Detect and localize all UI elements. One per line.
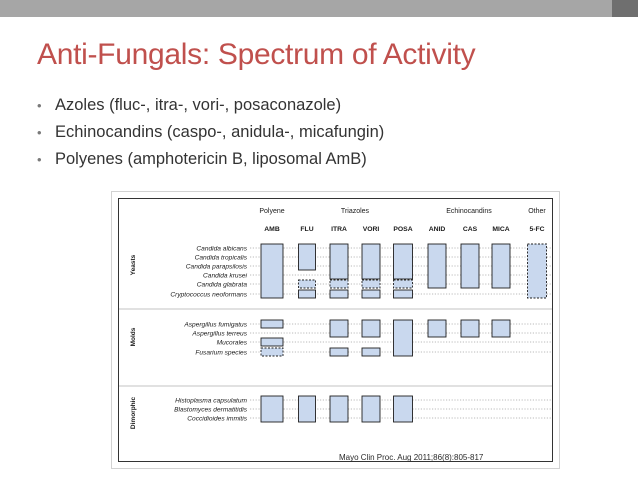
active-activity-bar <box>362 290 380 298</box>
group-header-label: Polyene <box>259 208 285 215</box>
organism-label: Aspergillus fumigatus <box>184 321 247 329</box>
row-group-label: Molds <box>130 327 137 347</box>
organism-label: Candida parapsilosis <box>185 263 247 271</box>
slide-top-bar <box>0 0 638 17</box>
active-activity-bar <box>362 320 380 337</box>
variable-activity-bar <box>299 280 316 288</box>
active-activity-bar <box>330 320 348 337</box>
active-activity-bar <box>330 348 348 356</box>
column-header-label: MICA <box>492 226 510 233</box>
column-header-label: 5-FC <box>529 226 545 233</box>
organism-label: Candida krusei <box>203 272 247 280</box>
bullet-item <box>37 146 384 173</box>
column-header-label: AMB <box>264 226 280 233</box>
organism-label: Candida albicans <box>196 245 247 253</box>
slide-title: Anti-Fungals: Spectrum of Activity <box>37 38 476 71</box>
organism-label: Fusarium species <box>195 349 247 357</box>
active-activity-bar <box>394 290 413 298</box>
antifungal-spectrum-chart <box>111 191 560 469</box>
organism-label: Blastomyces dermatitidis <box>174 406 247 414</box>
bullet-list <box>37 92 384 173</box>
bullet-icon: • <box>37 125 42 140</box>
active-activity-bar <box>330 244 348 279</box>
organism-label: Cryptococcus neoformans <box>170 291 247 299</box>
organism-label: Aspergillus terreus <box>192 330 247 338</box>
bullet-item <box>37 92 384 119</box>
column-header-label: VORI <box>362 226 380 233</box>
active-activity-bar <box>362 348 380 356</box>
active-activity-bar <box>261 244 283 298</box>
group-header-label: Other <box>528 208 546 215</box>
variable-activity-bar <box>261 348 283 356</box>
bullet-item <box>37 119 384 146</box>
active-activity-bar <box>394 244 413 279</box>
column-header-label: CAS <box>462 226 478 233</box>
figure-citation: Mayo Clin Proc. Aug 2011;86(8):805-817 <box>339 453 484 462</box>
active-activity-bar <box>492 244 510 288</box>
column-header-label: ANID <box>428 226 446 233</box>
organism-label: Mucorales <box>216 339 247 347</box>
active-activity-bar <box>428 244 446 288</box>
active-activity-bar <box>394 320 413 356</box>
active-activity-bar <box>394 396 413 422</box>
bullet-icon: • <box>37 98 42 113</box>
variable-activity-bar <box>528 244 547 298</box>
active-activity-bar <box>261 396 283 422</box>
active-activity-bar <box>461 320 479 337</box>
variable-activity-bar <box>330 280 348 288</box>
active-activity-bar <box>428 320 446 337</box>
active-activity-bar <box>330 396 348 422</box>
bullet-icon: • <box>37 152 42 167</box>
group-header-label: Echinocandins <box>446 208 492 215</box>
organism-label: Candida glabrata <box>196 281 247 289</box>
active-activity-bar <box>261 320 283 328</box>
active-activity-bar <box>299 290 316 298</box>
column-header-label: FLU <box>300 226 314 233</box>
group-header-label: Triazoles <box>340 208 370 215</box>
bullet-text: Azoles (fluc-, itra-, vori-, posaconazole) <box>55 96 342 114</box>
column-header-label: POSA <box>393 226 413 233</box>
variable-activity-bar <box>394 280 413 288</box>
organism-label: Histoplasma capsulatum <box>175 397 247 405</box>
active-activity-bar <box>362 244 380 279</box>
active-activity-bar <box>492 320 510 337</box>
active-activity-bar <box>330 290 348 298</box>
row-group-label: Yeasts <box>130 254 137 276</box>
organism-label: Candida tropicalis <box>194 254 247 262</box>
active-activity-bar <box>461 244 479 288</box>
bullet-text: Echinocandins (caspo-, anidula-, micafungin) <box>55 123 385 141</box>
bullet-text: Polyenes (amphotericin B, liposomal AmB) <box>55 150 367 168</box>
organism-label: Coccidioides immitis <box>187 415 247 423</box>
active-activity-bar <box>299 244 316 270</box>
active-activity-bar <box>261 338 283 346</box>
column-header-label: ITRA <box>331 226 347 233</box>
active-activity-bar <box>299 396 316 422</box>
active-activity-bar <box>362 396 380 422</box>
slide-top-bar-accent <box>612 0 638 17</box>
row-group-label: Dimorphic <box>130 396 137 430</box>
variable-activity-bar <box>362 280 380 288</box>
